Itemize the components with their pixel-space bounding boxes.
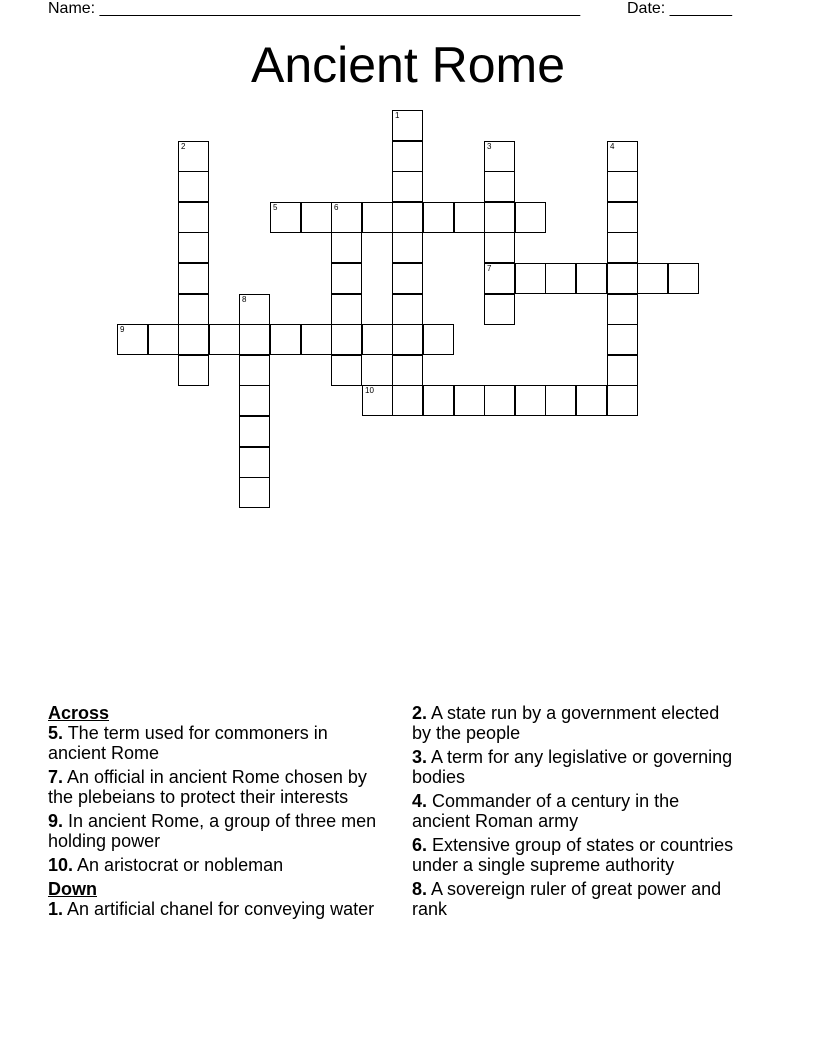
grid-cell (117, 324, 148, 355)
grid-cell (209, 324, 240, 355)
grid-cell (576, 385, 607, 416)
clue-down-3: 3. A term for any legislative or governing bodies (412, 747, 733, 787)
grid-cell (607, 202, 638, 233)
grid-cell (484, 294, 515, 325)
name-line: Name: ______________________________________________________ (48, 0, 581, 17)
grid-cell (607, 355, 638, 386)
grid-cell (607, 171, 638, 202)
clues-right-column (412, 703, 742, 923)
grid-cell (607, 385, 638, 416)
clue-across-9: 9. In ancient Rome, a group of three men holding power (48, 811, 377, 851)
clue-number: 10 (365, 386, 374, 395)
grid-cell (178, 294, 209, 325)
clue-number: 6 (334, 203, 339, 212)
grid-cell (454, 202, 485, 233)
grid-cell (239, 416, 270, 447)
grid-cell (239, 477, 270, 508)
grid-cell (331, 355, 362, 386)
page-title: Ancient Rome (250, 37, 566, 93)
grid-cell (545, 263, 576, 294)
grid-cell (178, 141, 209, 172)
grid-cell (301, 202, 332, 233)
grid-cell (239, 324, 270, 355)
clue-down-2: 2. A state run by a government elected by the people (412, 703, 720, 743)
grid-cell (484, 202, 515, 233)
grid-cell (423, 385, 454, 416)
grid-cell (239, 385, 270, 416)
clue-across-5: 5. The term used for commoners in ancient Rome (48, 723, 328, 763)
grid-cell (270, 324, 301, 355)
grid-cell (637, 263, 668, 294)
grid-cell (392, 232, 423, 263)
grid-cell (331, 324, 362, 355)
grid-cell (515, 385, 546, 416)
grid-cell (178, 324, 209, 355)
clue-down-4: 4. Commander of a century in the ancient Roman army (412, 791, 680, 831)
grid-cell (239, 355, 270, 386)
date-line: Date: _______ (627, 0, 732, 17)
grid-cell (362, 202, 393, 233)
clue-down-1: 1. An artificial chanel for conveying water (48, 899, 375, 919)
clue-number: 3 (487, 142, 492, 151)
grid-cell (607, 324, 638, 355)
grid-cell (668, 263, 699, 294)
clue-number: 1 (395, 111, 400, 120)
grid-cell (301, 324, 332, 355)
grid-cell (454, 385, 485, 416)
grid-cell (331, 263, 362, 294)
clue-number: 4 (610, 142, 615, 151)
clue-down-8: 8. A sovereign ruler of great power and rank (412, 879, 722, 919)
grid-cell (515, 202, 546, 233)
grid-cell (607, 232, 638, 263)
grid-cell (392, 294, 423, 325)
clue-number: 9 (120, 325, 125, 334)
grid-cell (392, 263, 423, 294)
grid-cell (545, 385, 576, 416)
grid-cell (178, 263, 209, 294)
grid-cell (178, 202, 209, 233)
grid-cell (423, 202, 454, 233)
clue-across-10: 10. An aristocrat or nobleman (48, 855, 284, 875)
grid-cell (392, 141, 423, 172)
grid-cell (178, 171, 209, 202)
grid-cell (607, 263, 638, 294)
grid-cell (239, 447, 270, 478)
grid-cell (392, 202, 423, 233)
grid-cell (178, 232, 209, 263)
clue-across-7: 7. An official in ancient Rome chosen by the plebeians to protect their interests (48, 767, 367, 807)
clue-number: 8 (242, 295, 247, 304)
grid-cell (239, 294, 270, 325)
grid-cell (607, 141, 638, 172)
clue-number: 2 (181, 142, 186, 151)
clue-down-6: 6. Extensive group of states or countries under a single supreme authority (412, 835, 734, 875)
across-heading: Across (48, 703, 110, 723)
grid-cell (423, 324, 454, 355)
grid-cell (484, 171, 515, 202)
grid-cell (484, 232, 515, 263)
grid-cell (392, 355, 423, 386)
grid-cell (607, 294, 638, 325)
down-heading: Down (48, 879, 97, 899)
grid-cell (484, 141, 515, 172)
grid-cell (362, 385, 393, 416)
grid-cell (331, 232, 362, 263)
grid-cell (392, 110, 423, 141)
grid-cell (270, 202, 301, 233)
grid-cell (484, 263, 515, 294)
grid-cell (331, 202, 362, 233)
grid-cell (362, 324, 393, 355)
clue-number: 5 (273, 203, 278, 212)
grid-cell (392, 171, 423, 202)
grid-cell (484, 385, 515, 416)
grid-cell (515, 263, 546, 294)
grid-cell (392, 324, 423, 355)
grid-cell (576, 263, 607, 294)
clue-number: 7 (487, 264, 492, 273)
grid-cell (148, 324, 179, 355)
grid-cell (331, 294, 362, 325)
clues-left-column (48, 703, 388, 923)
grid-cell (178, 355, 209, 386)
grid-cell (392, 385, 423, 416)
